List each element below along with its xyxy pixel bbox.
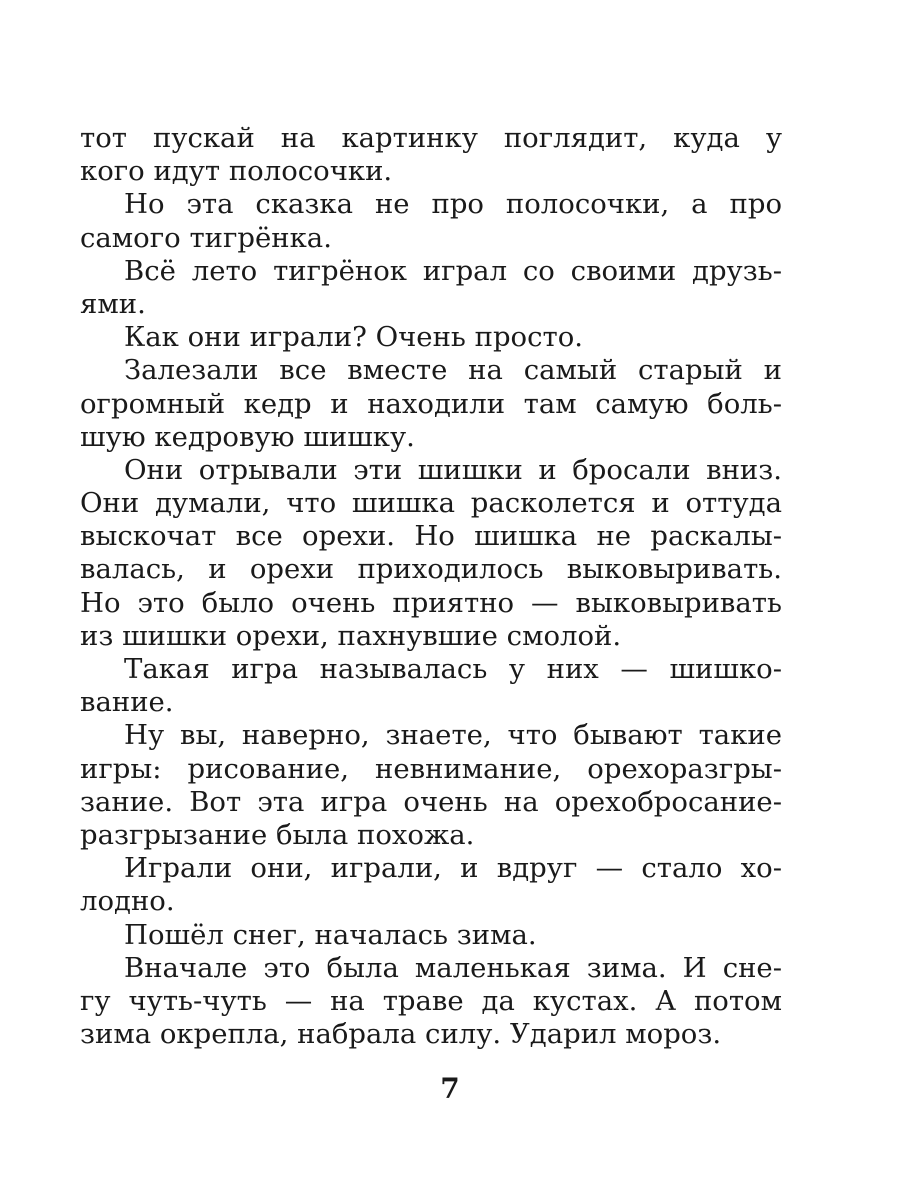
text-line: валась, и орехи приходилось выковыривать. — [80, 553, 782, 586]
text-line: Как они играли? Очень просто. — [124, 321, 584, 354]
text-line: зание. Вот эта игра очень на орехобросание- — [80, 785, 782, 818]
text-line: Залезали все вместе на самый старый и — [124, 354, 782, 387]
paragraph — [80, 919, 782, 952]
text-line: Пошёл снег, началась зима. — [124, 918, 537, 951]
paragraph — [80, 321, 782, 354]
text-line: Ну вы, наверно, знаете, что бывают такие — [124, 719, 782, 752]
text-line: вание. — [80, 686, 174, 719]
paragraph — [80, 122, 782, 188]
text-line: лодно. — [80, 885, 175, 918]
text-line: самого тигрёнка. — [80, 221, 332, 254]
paragraph — [80, 188, 782, 254]
text-line: гу чуть-чуть — на траве да кустах. А потом — [80, 984, 782, 1017]
text-line: Но это было очень приятно — выковыривать — [80, 586, 782, 619]
text-line: Но эта сказка не про полосочки, а про — [124, 188, 782, 221]
text-line: шую кедровую шишку. — [80, 420, 415, 453]
text-line: кого идут полосочки. — [80, 155, 393, 188]
text-line: Вначале это была маленькая зима. И сне- — [124, 951, 782, 984]
text-line: тот пускай на картинку поглядит, куда у — [80, 122, 782, 154]
text-line: Они отрывали эти шишки и бросали вниз. — [124, 453, 782, 486]
paragraph — [80, 719, 782, 852]
text-line: разгрызание была похожа. — [80, 818, 475, 851]
paragraph — [80, 454, 782, 653]
paragraph — [80, 852, 782, 918]
text-line: ями. — [80, 287, 146, 320]
text-line: огромный кедр и находили там самую боль- — [80, 387, 782, 420]
text-line: Всё лето тигрёнок играл со своими друзь- — [124, 254, 782, 287]
page-body — [80, 122, 782, 1051]
paragraph — [80, 653, 782, 719]
text-line: зима окрепла, набрала силу. Ударил мороз. — [80, 1018, 722, 1051]
page-number: 7 — [440, 1072, 460, 1105]
text-line: Играли они, играли, и вдруг — стало хо- — [124, 852, 782, 885]
text-line: Такая игра называлась у них — шишко- — [124, 653, 782, 685]
text-line: из шишки орехи, пахнувшие смолой. — [80, 619, 622, 652]
paragraph — [80, 952, 782, 1052]
paragraph — [80, 354, 782, 454]
text-line: Они думали, что шишка расколется и оттуда — [80, 487, 782, 520]
paragraph — [80, 255, 782, 321]
text-line: игры: рисование, невнимание, орехоразгры- — [80, 752, 782, 785]
text-line: выскочат все орехи. Но шишка не раскалы- — [80, 520, 782, 553]
